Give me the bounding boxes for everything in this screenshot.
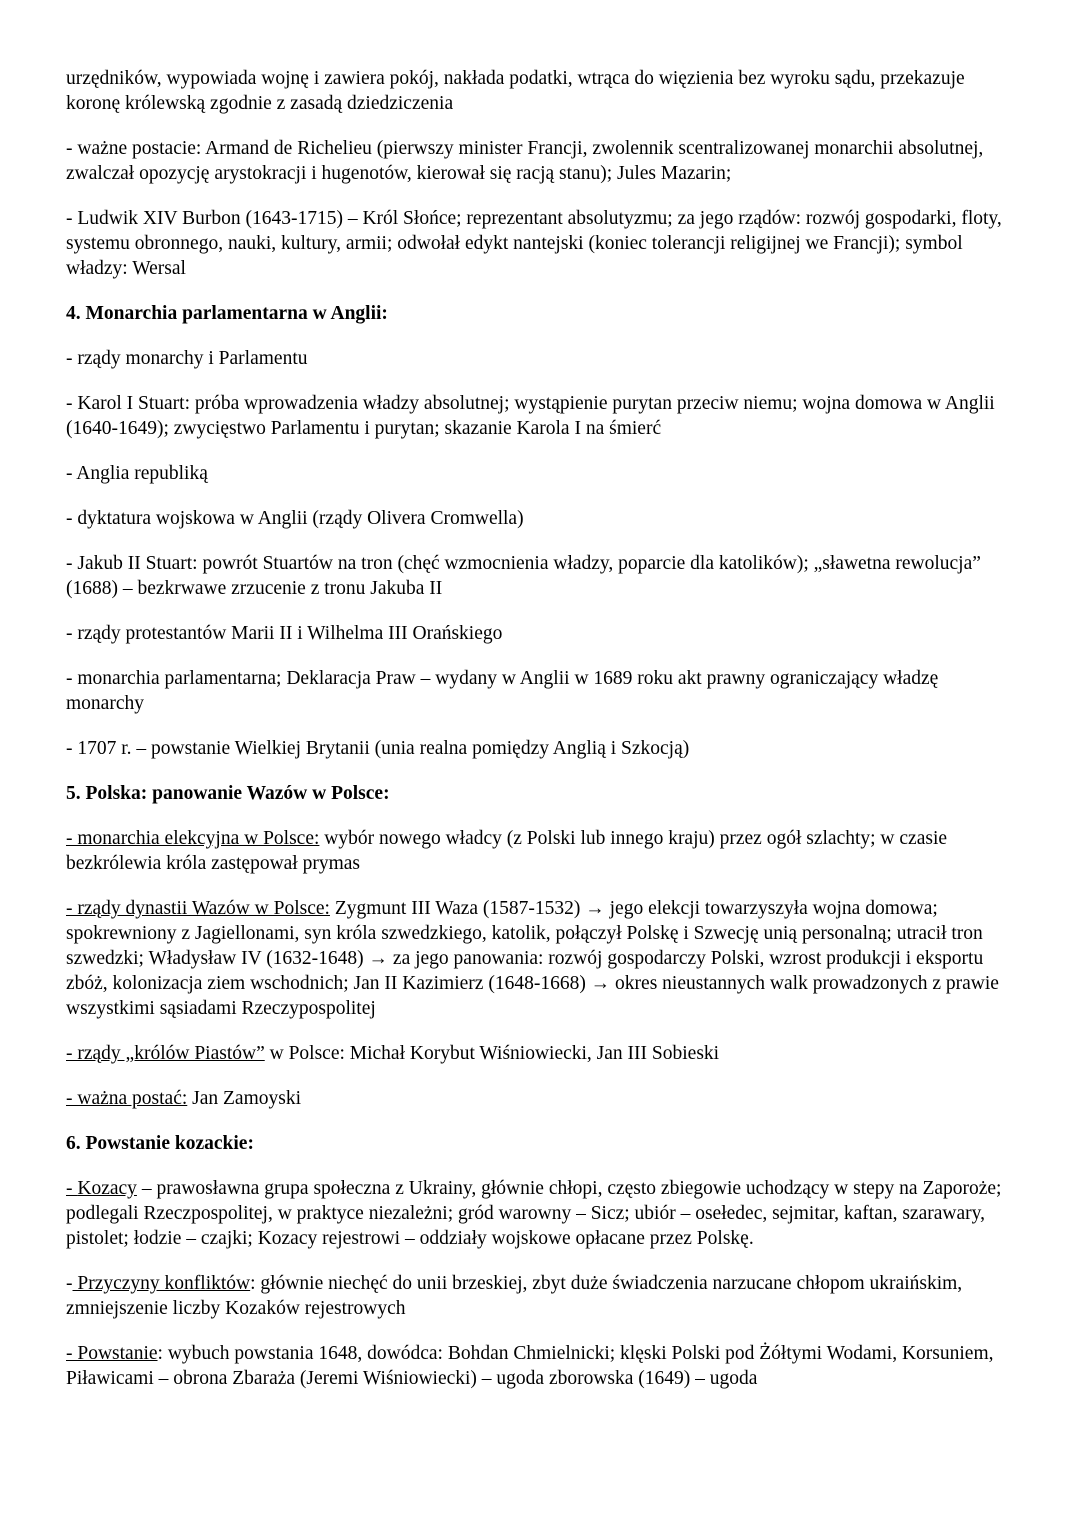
paragraph-absolutism-powers: urzędników, wypowiada wojnę i zawiera pokój, nakłada podatki, wtrąca do więzienia bez wyroku sądu, przekazuje koronę królewską zgodnie z zasadą dziedziczenia [66,68,965,114]
paragraph-important-figure-poland [66,1086,1016,1111]
heading-section-5: 5. Polska: panowanie Wazów w Polsce: [66,783,390,804]
text-conflict-causes: : głównie niechęć do unii brzeskiej, zbyt duże świadczenia narzucane chłopom ukraińskim, zmniejszenie liczby Kozaków rejestrowych [66,1273,963,1319]
text-important-figure: Jan Zamoyski [187,1088,302,1109]
document-page [66,66,1016,1411]
heading-section-4: 4. Monarchia parlamentarna w Anglii: [66,303,388,324]
text-uprising: : wybuch powstania 1648, dowódca: Bohdan Chmielnicki; klęski Polski pod Żółtymi Wodami, Korsuniem, Piławicami – obrona Zbaraża (Jeremi Wiśniowiecki) – ugoda zborowska (1649) – ugoda [66,1343,994,1389]
dash-cossacks: - [66,1178,78,1199]
text-vasa-dynasty: Zygmunt III Waza (1587-1532) → jego elekcji towarzyszyła wojna domowa; spokrewniony z Jagiellonami, syn króla szwedzkiego, katolik, połączył Polskę i Szwecję unią personalną; utracił tron szwedzki; Władysław IV (1632-1648) → za jego panowania: rozwój gospodarczy Polski, wzrost produkcji i eksportu zbóż, kolonizacja ziem wschodnich; Jan II Kazimierz (1648-1668) → okres nieustannych walk prowadzonych z prawie wszystkimi sąsiadami Rzeczypospolitej [66,898,999,1019]
paragraph-cossacks [66,1176,1016,1251]
paragraph-elective-monarchy [66,826,1016,876]
paragraph-bill-of-rights: - monarchia parlamentarna; Deklaracja Praw – wydany w Anglii w 1689 roku akt prawny ograniczający władzę monarchy [66,668,939,714]
paragraph-vasa-dynasty [66,896,1016,1021]
paragraph-uprising [66,1341,1016,1391]
paragraph-england-republic: - Anglia republiką [66,463,208,484]
term-uprising: - Powstanie [66,1343,158,1364]
term-elective-monarchy: - monarchia elekcyjna w Polsce: [66,828,320,849]
term-vasa-dynasty: - rządy dynastii Wazów w Polsce: [66,898,330,919]
paragraph-important-figures-france: - ważne postacie: Armand de Richelieu (pierwszy minister Francji, zwolennik scentralizowanej monarchii absolutnej, zwalczał opozycję arystokracji i hugenotów, kierował się racją stanu); Jules Mazarin; [66,138,984,184]
term-cossacks: Kozacy [77,1178,137,1199]
text-elective-monarchy: wybór nowego władcy (z Polski lub innego kraju) przez ogół szlachty; w czasie bezkrólewia króla zastępował prymas [66,828,948,874]
paragraph-monarch-and-parliament: - rządy monarchy i Parlamentu [66,348,308,369]
term-piast-kings: - rządy „królów Piastów” [66,1043,265,1064]
text-cossacks: – prawosławna grupa społeczna z Ukrainy, głównie chłopi, często zbiegowie uchodzący w stepy na Zaporoże; podlegali Rzeczpospolitej, w praktyce niezależni; gród warowny – Sicz; ubiór – osełedec, sejmitar, kaftan, szarawary, pistolet; łodzie – czajki; Kozacy rejestrowi – oddziały wojskowe opłacane przez Polskę. [66,1178,1002,1249]
paragraph-james-ii: - Jakub II Stuart: powrót Stuartów na tron (chęć wzmocnienia władzy, poparcie dla katolików); „sławetna rewolucja” (1688) – bezkrwawe zrzucenie z tronu Jakuba II [66,553,981,599]
paragraph-charles-i: - Karol I Stuart: próba wprowadzenia władzy absolutnej; wystąpienie purytan przeciw niemu; wojna domowa w Anglii (1640-1649); zwycięstwo Parlamentu i purytan; skazanie Karola I na śmierć [66,393,995,439]
paragraph-cromwell-dictatorship: - dyktatura wojskowa w Anglii (rządy Olivera Cromwella) [66,508,524,529]
paragraph-great-britain-1707: - 1707 r. – powstanie Wielkiej Brytanii (unia realna pomiędzy Anglią i Szkocją) [66,738,690,759]
paragraph-piast-kings [66,1041,1016,1066]
heading-section-6: 6. Powstanie kozackie: [66,1133,254,1154]
term-conflict-causes: Przyczyny konfliktów [72,1273,251,1294]
paragraph-louis-xiv: - Ludwik XIV Burbon (1643-1715) – Król Słońce; reprezentant absolutyzmu; za jego rządów: rozwój gospodarki, floty, systemu obronnego, nauki, kultury, armii; odwołał edykt nantejski (koniec tolerancji religijnej we Francji); symbol władzy: Wersal [66,208,1002,279]
text-piast-kings: w Polsce: Michał Korybut Wiśniowiecki, Jan III Sobieski [264,1043,720,1064]
paragraph-mary-william: - rządy protestantów Marii II i Wilhelma III Orańskiego [66,623,503,644]
dash-conflict-causes: - [66,1273,73,1294]
paragraph-conflict-causes [66,1271,1016,1321]
term-important-figure: - ważna postać: [66,1088,188,1109]
